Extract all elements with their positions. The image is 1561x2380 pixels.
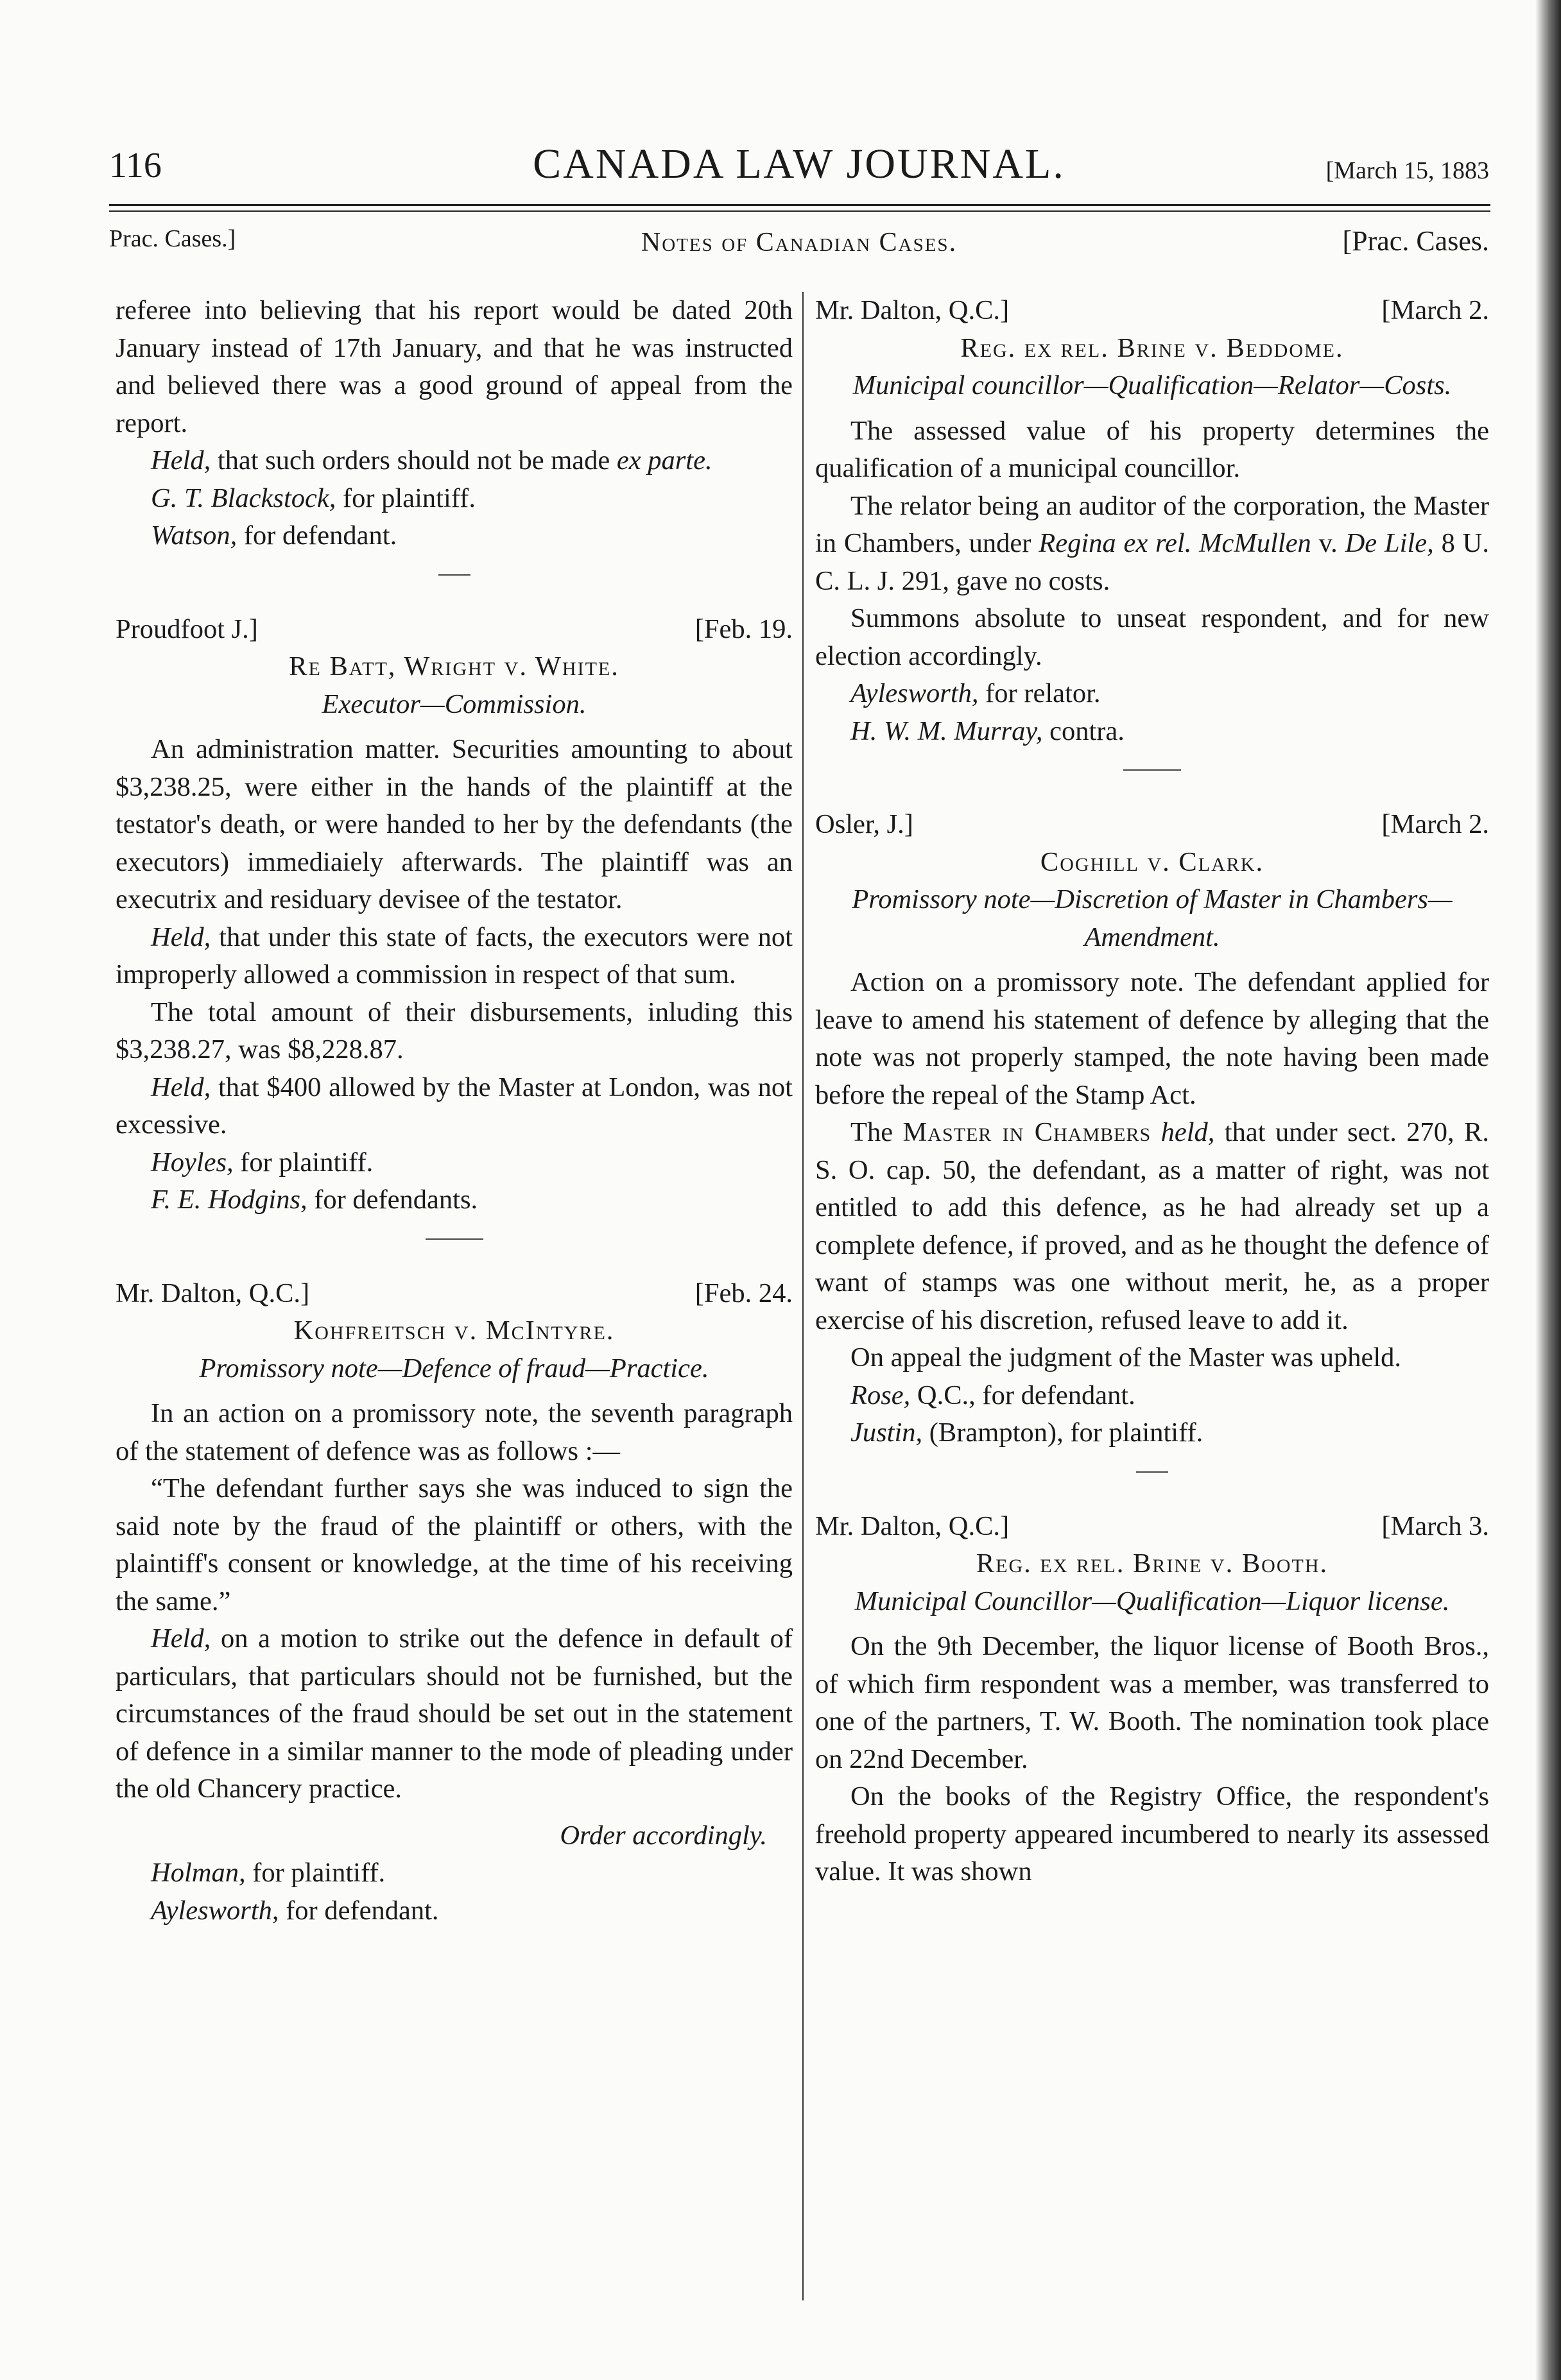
header-rule-bottom <box>109 210 1490 212</box>
case-catchwords: Municipal Councillor—Qualification—Liquor license. <box>854 1586 1450 1616</box>
order-line: Order accordingly. <box>560 1820 767 1851</box>
case-title: Kohfreitsch v. McIntyre. <box>293 1315 615 1346</box>
separator <box>1123 769 1181 771</box>
page-number: 116 <box>109 146 162 185</box>
case-judge-line <box>815 1508 1489 1546</box>
case-held: Held, that $400 allowed by the Master at London, was not excessive. <box>116 1072 793 1140</box>
section-center: Notes of Canadian Cases. <box>641 228 958 257</box>
case-paragraph: The relator being an auditor of the corporation, the Master in Chambers, under Regina ex rel. McMullen v. De Lile, 8 U. C. L. J. 291, gave no costs. <box>815 490 1489 596</box>
case-paragraph: On the books of the Registry Office, the respondent's freehold property appeared incumbered to nearly its assessed value. It was shown <box>815 1781 1489 1887</box>
judge: Mr. Dalton, Q.C.] <box>116 1278 310 1308</box>
separator <box>426 1238 483 1240</box>
case-title: Re Batt, Wright v. White. <box>289 651 619 681</box>
left-column <box>116 292 793 1930</box>
case-paragraph: Summons absolute to unseat respondent, and for new election accordingly. <box>815 603 1489 671</box>
journal-title: CANADA LAW JOURNAL. <box>533 141 1065 187</box>
case-title: Coghill v. Clark. <box>1040 846 1264 877</box>
judge: Osler, J.] <box>815 809 913 839</box>
judge: Mr. Dalton, Q.C.] <box>815 295 1010 325</box>
case-title: Reg. ex rel. Brine v. Beddome. <box>960 332 1344 363</box>
section-left: Prac. Cases.] <box>109 225 236 252</box>
case-paragraph: On the 9th December, the liquor license of Booth Bros., of which firm respondent was a member, was transferred to one of the partners, T. W. Booth. The nomination took place on 22nd December. <box>815 1631 1489 1774</box>
case-judge-line <box>116 1275 793 1313</box>
case-date: [Feb. 24. <box>694 1278 793 1308</box>
case-paragraph: An administration matter. Securities amounting to about $3,238.25, were either in the hands of the plaintiff at the testator's death, or were handed to her by the defendants (the executors) immediaiely afterwards. The plaintiff was an executrix and residuary devisee of the testator. <box>116 734 793 914</box>
counsel-line: G. T. Blackstock, for plaintiff. <box>151 483 476 513</box>
case-quote: “The defendant further says she was induced to sign the said note by the fraud of the plaintiff or others, with the plaintiff's consent or knowledge, at the time of his receiving the same.” <box>116 1473 793 1616</box>
counsel-line: Rose, Q.C., for defendant. <box>850 1380 1135 1410</box>
issue-date: [March 15, 1883 <box>1325 157 1489 184</box>
case-catchwords: Promissory note—Discretion of Master in Chambers—Amendment. <box>852 884 1453 952</box>
page-edge-shadow <box>1535 0 1561 2380</box>
judge: Mr. Dalton, Q.C.] <box>815 1511 1010 1541</box>
case-paragraph: Action on a promissory note. The defendant applied for leave to amend his statement of defence by alleging that the note was not properly stamped, the note having been made before the repeal of the Stamp Act. <box>815 967 1489 1110</box>
case-date: [Feb. 19. <box>694 613 793 644</box>
section-right: [Prac. Cases. <box>1342 225 1489 257</box>
case-date: [March 2. <box>1381 295 1489 325</box>
case-paragraph: The assessed value of his property determines the qualification of a municipal councillor. <box>815 415 1489 483</box>
case-date: [March 2. <box>1381 809 1489 839</box>
counsel-line: Hoyles, for plaintiff. <box>151 1147 374 1177</box>
judge: Proudfoot J.] <box>116 613 258 644</box>
header-rule-top <box>109 204 1490 206</box>
case-paragraph: On appeal the judgment of the Master was upheld. <box>850 1342 1402 1373</box>
counsel-line: Justin, (Brampton), for plaintiff. <box>850 1417 1203 1448</box>
case-judge-line <box>815 292 1489 330</box>
section-header <box>109 225 1489 263</box>
case-held: Held, on a motion to strike out the defence in default of particulars, that particulars should not be furnished, but the circumstances of the fraud should be set out in the statement of defence in a similar manner to the mode of pleading under the old Chancery practice. <box>116 1623 793 1804</box>
case-title: Reg. ex rel. Brine v. Booth. <box>976 1548 1329 1579</box>
counsel-line: Watson, for defendant. <box>151 520 397 551</box>
counsel-line: Holman, for plaintiff. <box>151 1858 386 1888</box>
counsel-line: Aylesworth, for relator. <box>850 678 1101 708</box>
separator <box>438 574 470 576</box>
case-catchwords: Promissory note—Defence of fraud—Practice. <box>199 1353 709 1383</box>
case-catchwords: Municipal councillor—Qualification—Relator—Costs. <box>852 370 1452 400</box>
case-paragraph: In an action on a promissory note, the seventh paragraph of the statement of defence was as follows :— <box>116 1398 793 1466</box>
case-catchwords: Executor—Commission. <box>322 689 587 719</box>
case-date: [March 3. <box>1381 1511 1489 1541</box>
case-judge-line <box>116 611 793 649</box>
counsel-line: Aylesworth, for defendant. <box>151 1895 439 1926</box>
column-divider <box>802 292 804 2300</box>
case-paragraph: The Master in Chambers held, that under sect. 270, R. S. O. cap. 50, the defendant, as a matter of right, was not entitled to add this defence, as he had already set up a complete defence, if proved, and as he thought the defence of want of stamps was one without merit, he, as a proper exercise of his discretion, refused leave to add it. <box>815 1117 1490 1335</box>
counsel-line: H. W. M. Murray, contra. <box>850 715 1125 746</box>
continuation-held: Held, that such orders should not be made ex parte. <box>151 445 712 475</box>
case-judge-line <box>815 806 1489 844</box>
counsel-line: F. E. Hodgins, for defendants. <box>151 1185 478 1215</box>
separator <box>1136 1471 1168 1473</box>
case-held: Held, that under this state of facts, the executors were not improperly allowed a commission in respect of that sum. <box>116 921 793 989</box>
right-column <box>815 292 1489 1891</box>
running-header <box>109 140 1489 198</box>
case-paragraph: The total amount of their disbursements, inluding this $3,238.27, was $8,228.87. <box>116 997 793 1065</box>
continuation-text: referee into believing that his report would be dated 20th January instead of 17th January, and that he was instructed and believed there was a good ground of appeal from the report. <box>116 295 793 438</box>
